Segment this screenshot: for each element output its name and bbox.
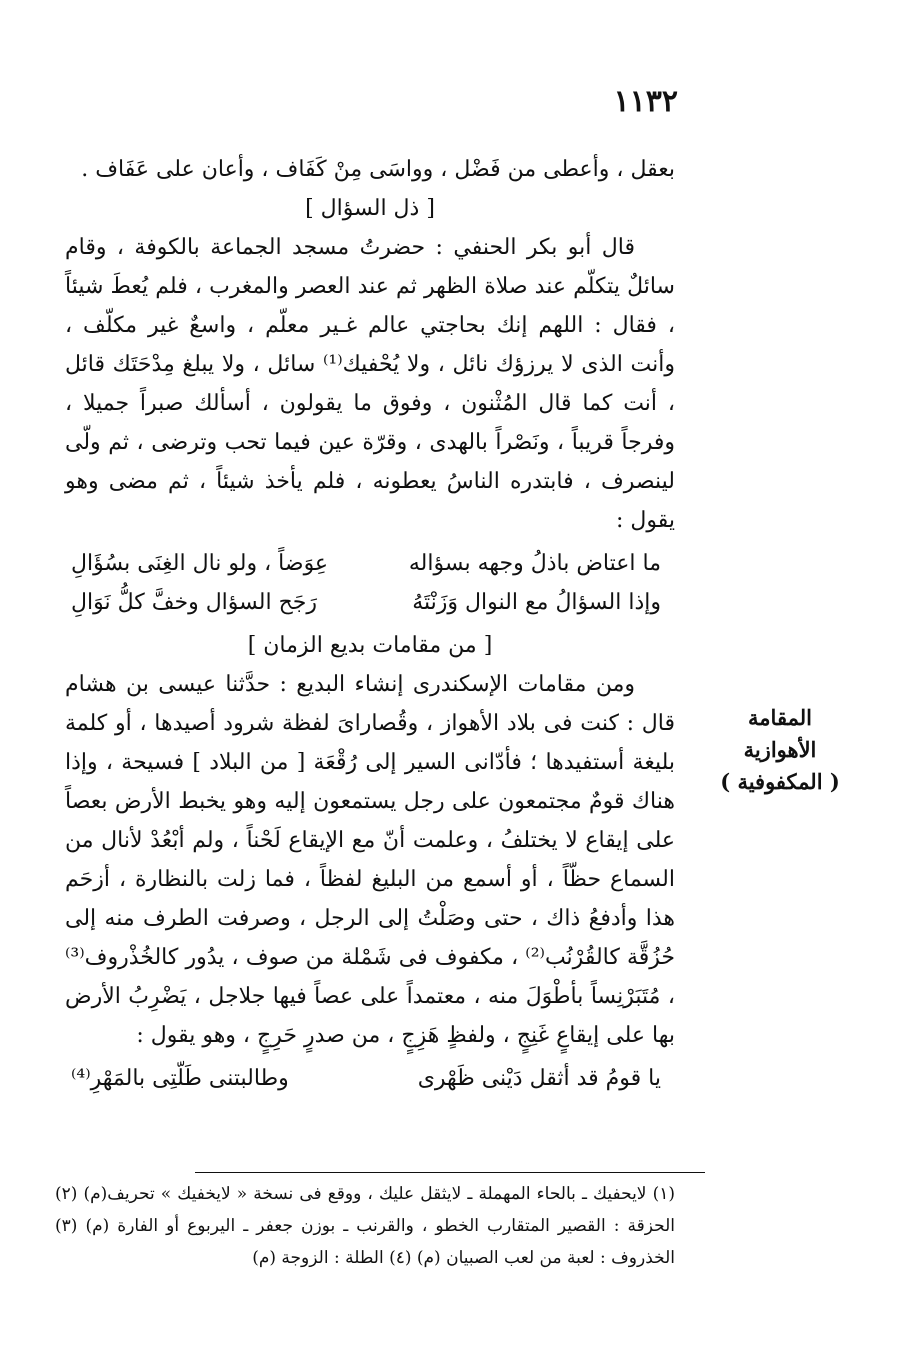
verse-hemistich: عِوَضاً ، ولو نال الغِنَى بسُؤَالِ <box>71 551 329 576</box>
verse-hemistich: يا قومُ قد أثقل دَيْنى ظَهْرى <box>417 1066 661 1091</box>
paragraph: ومن مقامات الإسكندرى إنشاء البديع : حدَّثنا عيسى بن هشام قال : كنت فى بلاد الأهواز ، وقُصاراىَ لفظة شرود أصيدها ، أو كلمة بليغة أستفيدها ؛ فأدّانى السير إلى رُقْعَة [ من البلاد ] فسيحة ، وإذا هناك قومٌ مجتمعون على رجل يستمعون إليه وهو يخبط الأرض بعصاً على إيقاع لا يختلفُ ، وعلمت أنّ مع الإيقاع لَحْناً ، ولم أبْعُدْ لأنال من السماع حظّاً ، أو أسمع من البليغ لفظاً ، فما زلت بالنظارة ، أزحَم هذا وأدفعُ ذاك ، حتى وصَلْتُ إلى الرجل ، وصرفت الطرف منه إلى حُزُقَّة كالقُرْنُب⁽²⁾ ، مكفوف فى شَمْلة من صوف ، يدُور كالخُذْروف⁽³⁾ ، مُتَبَرْنِساً بأطْوَلَ منه ، معتمداً على عصاً فيها جلاجل ، يَضْرِبُ الأرض بها على إيقاعٍ غَنِجٍ ، ولفظٍ هَزِجٍ ، من صدرٍ حَرِجٍ ، وهو يقول : <box>65 672 676 1048</box>
page-number: ١١٣٢ <box>613 84 678 119</box>
margin-note <box>720 702 840 798</box>
intro-line: بعقل ، وأعطى من فَضْل ، وواسَى مِنْ كَفَاف ، وأعان على عَفَاف . <box>81 157 675 182</box>
verse-hemistich: وطالبتنى طَلّتِى بالمَهْرِ⁽⁴⁾ <box>71 1066 289 1091</box>
verse-line <box>65 583 675 622</box>
margin-note-line: المقامة <box>748 705 812 730</box>
poem <box>65 544 675 622</box>
verse-hemistich: ما اعتاض باذلُ وجهه بسؤاله <box>408 551 661 576</box>
poem <box>65 1059 675 1098</box>
paragraph: قال أبو بكر الحنفي : حضرتُ مسجد الجماعة بالكوفة ، وقام سائلٌ يتكلّم عند صلاة الظهر ثم عند العصر والمغرب ، فلم يُعطَ شيئاً ، فقال : اللهم إنك بحاجتي عالم غـير معلّم ، واسعٌ غير مكلّف ، وأنت الذى لا يرزؤك نائل ، ولا يُحْفيك⁽¹⁾ سائل ، ولا يبلغ مِدْحَتَك قائل ، أنت كما قال المُثْنون ، وفوق ما يقولون ، أسألك صبراً جميلا ، وفرجاً قريباً ، ونَصْراً بالهدى ، وقرّة عين فيما تحب وترضى ، ثم ولّى لينصرف ، فابتدره الناسُ يعطونه ، فلم يأخذ شيئاً ، ثم مضى وهو يقول : <box>65 235 675 533</box>
section-heading-dhull-al-suaal: [ ذل السؤال ] <box>305 196 435 221</box>
verse-hemistich: رَجَح السؤال وخفَّ كلُّ نَوَالِ <box>71 590 318 615</box>
verse-hemistich: وإذا السؤالُ مع النوال وَزَنْتَهُ <box>412 590 661 615</box>
footnotes <box>55 1178 675 1274</box>
main-text <box>65 150 675 1102</box>
verse-line <box>65 544 675 583</box>
footnote-text: (١) لايحفيك ـ بالحاء المهملة ـ لايثقل عليك ، ووقع فى نسخة « لايخفيك » تحريف(م) (٢) الحزقة : القصير المتقارب الخطو ، والقرنب ـ بوزن جعفر ـ اليربوع أو الفارة (م) (٣) الخذروف : لعبة من لعب الصبيان (م) (٤) الطلة : الزوجة (م) <box>55 1184 675 1268</box>
section-heading-maqamat: [ من مقامات بديع الزمان ] <box>247 633 493 658</box>
margin-note-line: الأهوازية <box>743 737 817 762</box>
margin-note-line: ( المكفوفية ) <box>720 769 840 794</box>
footnote-separator <box>195 1172 705 1173</box>
verse-line <box>65 1059 675 1098</box>
